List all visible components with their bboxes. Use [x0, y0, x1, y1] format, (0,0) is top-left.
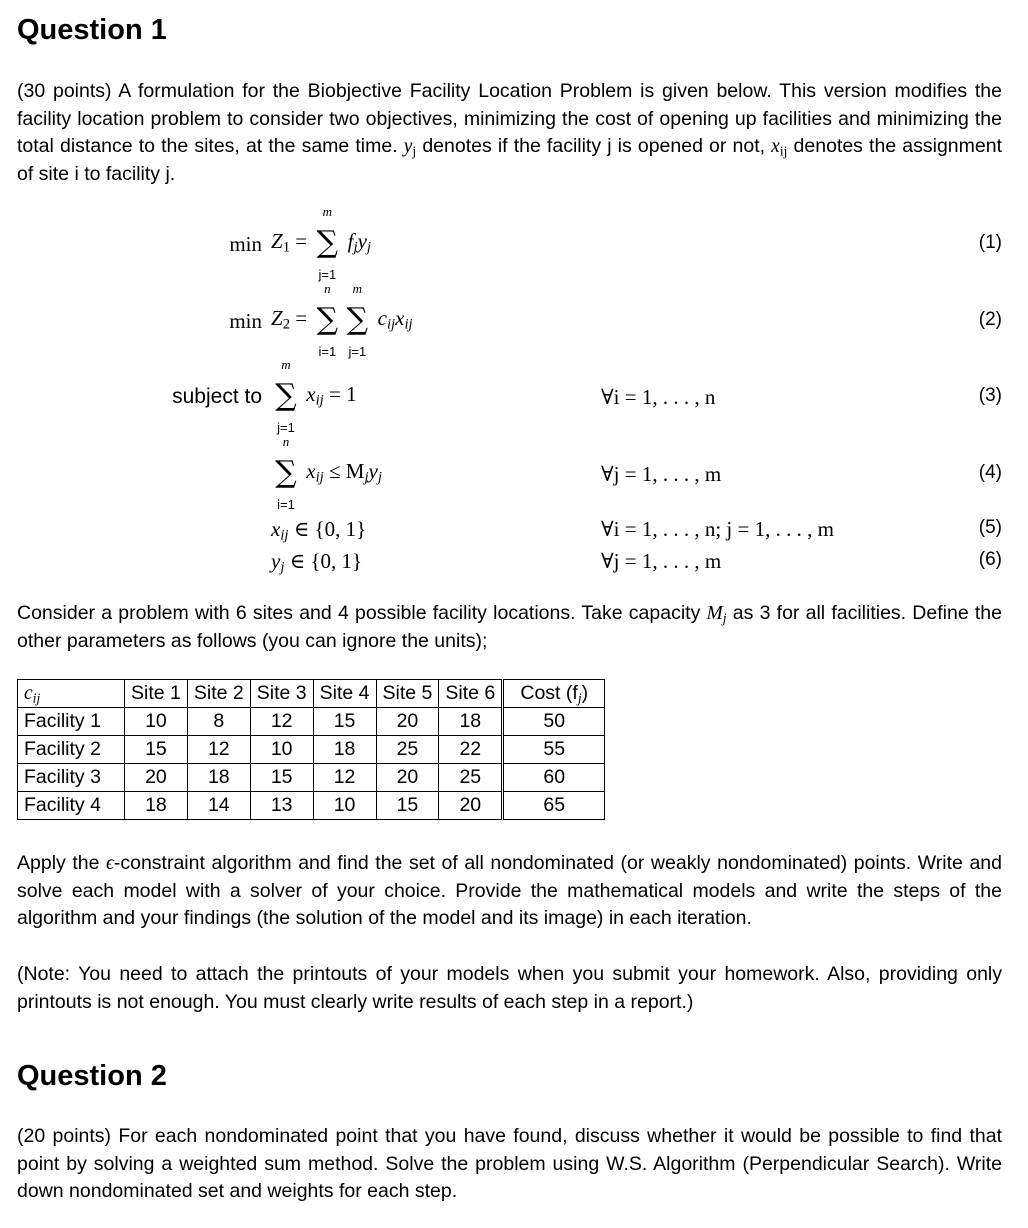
- cost-cell: 60: [503, 764, 605, 792]
- table-cell: 12: [187, 736, 250, 764]
- subject-to-label: subject to: [172, 385, 262, 408]
- equation-number-4: (4): [978, 462, 1002, 483]
- table-row: [18, 736, 605, 764]
- row-label: Facility 2: [18, 736, 125, 764]
- equation-number-6: (6): [978, 549, 1002, 570]
- table-cell: 18: [313, 736, 376, 764]
- question-2-text: (20 points) For each nondominated point that you have found, discuss whether it would be possible to find that point by solving a weighted sum method. Solve the problem using W.S. Algorithm (Perpendicular Search). Write down nondominated set and weights for each step.: [17, 1125, 1002, 1203]
- cost-cell: 50: [503, 708, 605, 736]
- quantifier-6: ∀j = 1, . . . , m: [601, 549, 722, 573]
- table-corner-header: $c_{ij}$: [18, 680, 125, 708]
- table-cell: 13: [250, 792, 313, 820]
- equation-1: min $Z_1$ = m ∑ j=1 $f_jy_j$ (1): [229, 204, 1002, 282]
- column-header: Site 5: [376, 680, 439, 708]
- row-label: Facility 3: [18, 764, 125, 792]
- table-header-row: [18, 680, 605, 708]
- equation-number-3: (3): [978, 385, 1002, 406]
- table-cell: 20: [376, 764, 439, 792]
- table-cell: 25: [376, 736, 439, 764]
- table-cell: 8: [187, 708, 250, 736]
- table-cell: 10: [313, 792, 376, 820]
- equation-1-min: min: [229, 232, 262, 256]
- row-label: Facility 4: [18, 792, 125, 820]
- summation-symbol: m ∑ j=1: [316, 204, 339, 282]
- table-cell: 18: [125, 792, 188, 820]
- table-cell: 15: [313, 708, 376, 736]
- equation-2-min: min: [229, 309, 262, 333]
- consider-paragraph: Consider a problem with 6 sites and 4 possible facility locations. Take capacity $M_j$ as 3 for all facilities. Define the other parameters as follows (you can ignore the units);: [17, 602, 1002, 652]
- column-header: Site 6: [439, 680, 503, 708]
- table-cell: 18: [187, 764, 250, 792]
- apply-paragraph: Apply the ϵ-constraint algorithm and find the set of all nondominated (or weakly nondominated) points. Write and solve each model with a solver of your choice. Provide the mathematical models and write the steps of the algorithm and your findings (the solution of the model and its image) in each iteration.: [17, 852, 1002, 930]
- summation-symbol: m ∑ j=1: [346, 281, 369, 359]
- note-paragraph: (Note: You need to attach the printouts of your models when you submit your homework. Also, providing only printouts is not enough. You must clearly write results of each step in a report.): [17, 963, 1002, 1013]
- table-row: [18, 708, 605, 736]
- table-cell: 12: [250, 708, 313, 736]
- table-cell: 10: [250, 736, 313, 764]
- equation-6: $y_j$ ∈ {0, 1} ∀j = 1, . . . , m (6): [271, 549, 1002, 576]
- equation-4: n ∑ i=1 $x_{ij} \le M_jy_j$ ∀j = 1, . . . , m (4): [17, 458, 1002, 492]
- equation-5: $x_{ij}$ ∈ {0, 1} ∀i = 1, . . . , n; j = 1, . . . , m (5): [271, 517, 1002, 544]
- quantifier-3: ∀i = 1, . . . , n: [601, 385, 716, 409]
- column-header: Site 4: [313, 680, 376, 708]
- cost-cell: 65: [503, 792, 605, 820]
- question-1-intro: (30 points) A formulation for the Biobjective Facility Location Problem is given below. This version modifies the facility location problem to consider two objectives, minimizing the cost of opening up facilities and minimizing the total distance to the sites, at the same time. $y_j$ denotes if the facility j is opened or not, $x_{ij}$ denotes the assignment of site i to facility j.: [17, 80, 1002, 185]
- summation-symbol: m ∑ j=1: [275, 357, 297, 435]
- column-header: Site 1: [125, 680, 188, 708]
- column-header: Site 3: [250, 680, 313, 708]
- table-cell: 15: [376, 792, 439, 820]
- table-cell: 10: [125, 708, 188, 736]
- equation-2: min $Z_2$ = n ∑ i=1 m ∑ j=1 $c_{ij}x_{ij}$ (2): [229, 281, 1002, 359]
- table-cell: 22: [439, 736, 503, 764]
- table-row: [18, 792, 605, 820]
- cost-column-header: Cost $(f_j)$: [503, 680, 605, 708]
- table-cell: 14: [187, 792, 250, 820]
- parameter-table: [17, 679, 605, 820]
- table-cell: 12: [313, 764, 376, 792]
- question-2-title: Question 2: [17, 1060, 167, 1092]
- cost-cell: 55: [503, 736, 605, 764]
- table-row: [18, 764, 605, 792]
- table-cell: 20: [439, 792, 503, 820]
- summation-symbol: n ∑ i=1: [316, 281, 339, 359]
- summation-symbol: n ∑ i=1: [275, 434, 297, 512]
- table-cell: 20: [125, 764, 188, 792]
- table-cell: 15: [125, 736, 188, 764]
- table-cell: 25: [439, 764, 503, 792]
- equation-3: subject to m ∑ j=1 $x_{ij} = 1$ ∀i = 1, . . . , n (3): [172, 357, 1002, 435]
- quantifier-5: ∀i = 1, . . . , n; j = 1, . . . , m: [601, 517, 834, 541]
- equation-number-5: (5): [978, 517, 1002, 538]
- table-cell: 20: [376, 708, 439, 736]
- row-label: Facility 1: [18, 708, 125, 736]
- table-cell: 18: [439, 708, 503, 736]
- equation-number-1: (1): [978, 232, 1002, 253]
- equation-number-2: (2): [978, 309, 1002, 330]
- question-1-title: Question 1: [17, 14, 167, 46]
- table-cell: 15: [250, 764, 313, 792]
- quantifier-4: ∀j = 1, . . . , m: [601, 462, 722, 486]
- column-header: Site 2: [187, 680, 250, 708]
